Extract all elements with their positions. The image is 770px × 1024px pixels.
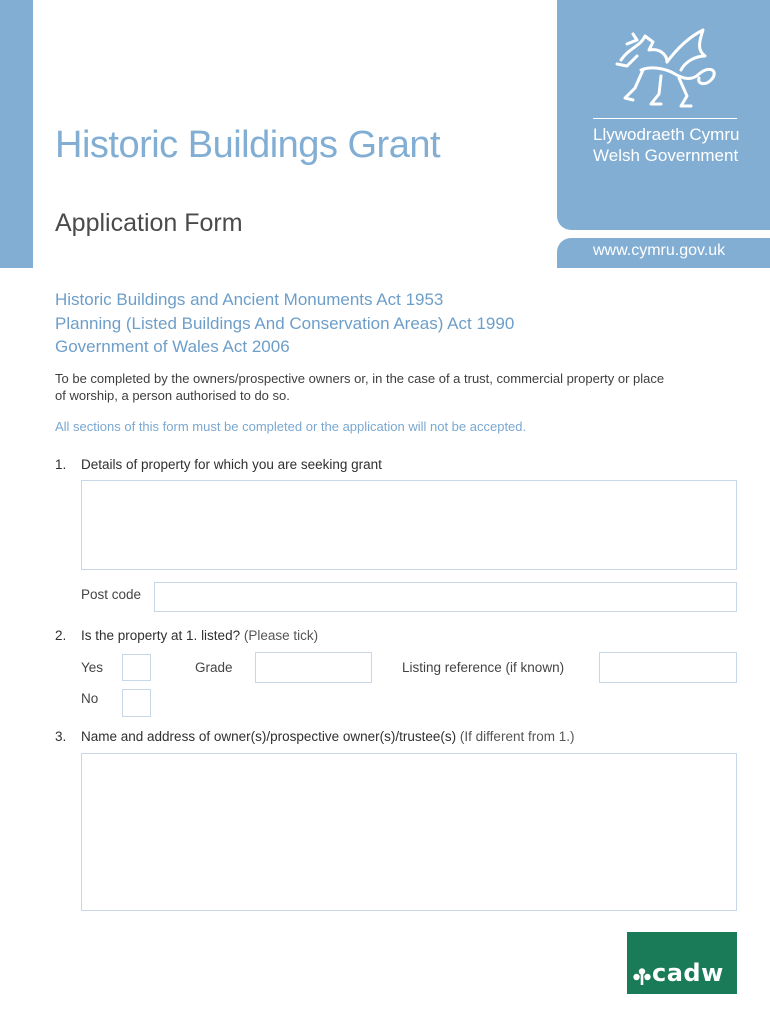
page-title: Historic Buildings Grant	[55, 124, 441, 166]
government-name-welsh: Llywodraeth Cymru	[593, 125, 740, 144]
postcode-label: Post code	[81, 587, 142, 602]
owner-name-address-field[interactable]	[81, 753, 737, 911]
section-number: 2.	[55, 628, 67, 643]
intro-line: of worship, a person authorised to do so.	[55, 388, 290, 403]
grade-field[interactable]	[255, 652, 372, 683]
yes-checkbox[interactable]	[122, 654, 151, 681]
intro-text	[55, 370, 735, 404]
legislation-item: Historic Buildings and Ancient Monuments Act 1953	[55, 290, 444, 309]
welsh-government-logo-panel	[557, 0, 770, 230]
website-link[interactable]: www.cymru.gov.uk	[593, 242, 726, 259]
page-subtitle: Application Form	[55, 209, 243, 237]
government-name	[593, 124, 739, 166]
property-details-field[interactable]	[81, 480, 737, 570]
government-name-english: Welsh Government	[593, 146, 739, 165]
section-title: Name and address of owner(s)/prospective owner(s)/trustee(s)	[81, 729, 457, 744]
section-3-heading	[55, 729, 574, 744]
intro-line: To be completed by the owners/prospective owners or, in the case of a trust, commercial property or place	[55, 371, 665, 386]
welsh-dragon-icon	[607, 26, 723, 112]
section-number: 3.	[55, 729, 67, 744]
listing-reference-label: Listing reference (if known)	[402, 660, 565, 675]
cadw-cross-icon	[632, 967, 652, 987]
legislation-list	[55, 288, 514, 359]
section-1-heading	[55, 457, 382, 472]
legislation-item: Planning (Listed Buildings And Conservation Areas) Act 1990	[55, 313, 515, 333]
section-hint: (If different from 1.)	[459, 729, 575, 744]
website-bar	[557, 238, 770, 268]
section-title: Is the property at 1. listed?	[81, 628, 241, 643]
logo-divider	[593, 118, 737, 119]
left-accent-strip	[0, 0, 33, 268]
no-checkbox[interactable]	[122, 689, 151, 717]
cadw-logo-text: cadw	[652, 959, 724, 987]
postcode-field[interactable]	[154, 582, 737, 612]
legislation-item: Government of Wales Act 2006	[55, 337, 290, 356]
section-title: Details of property for which you are seeking grant	[81, 457, 382, 472]
grade-label: Grade	[195, 660, 233, 675]
listing-reference-field[interactable]	[599, 652, 737, 683]
yes-label: Yes	[81, 660, 104, 675]
cadw-logo	[627, 932, 737, 994]
no-label: No	[81, 691, 99, 706]
section-2-heading	[55, 628, 318, 643]
section-hint: (Please tick)	[243, 628, 319, 643]
completion-notice: All sections of this form must be completed or the application will not be accepted.	[55, 419, 527, 434]
section-number: 1.	[55, 457, 67, 472]
